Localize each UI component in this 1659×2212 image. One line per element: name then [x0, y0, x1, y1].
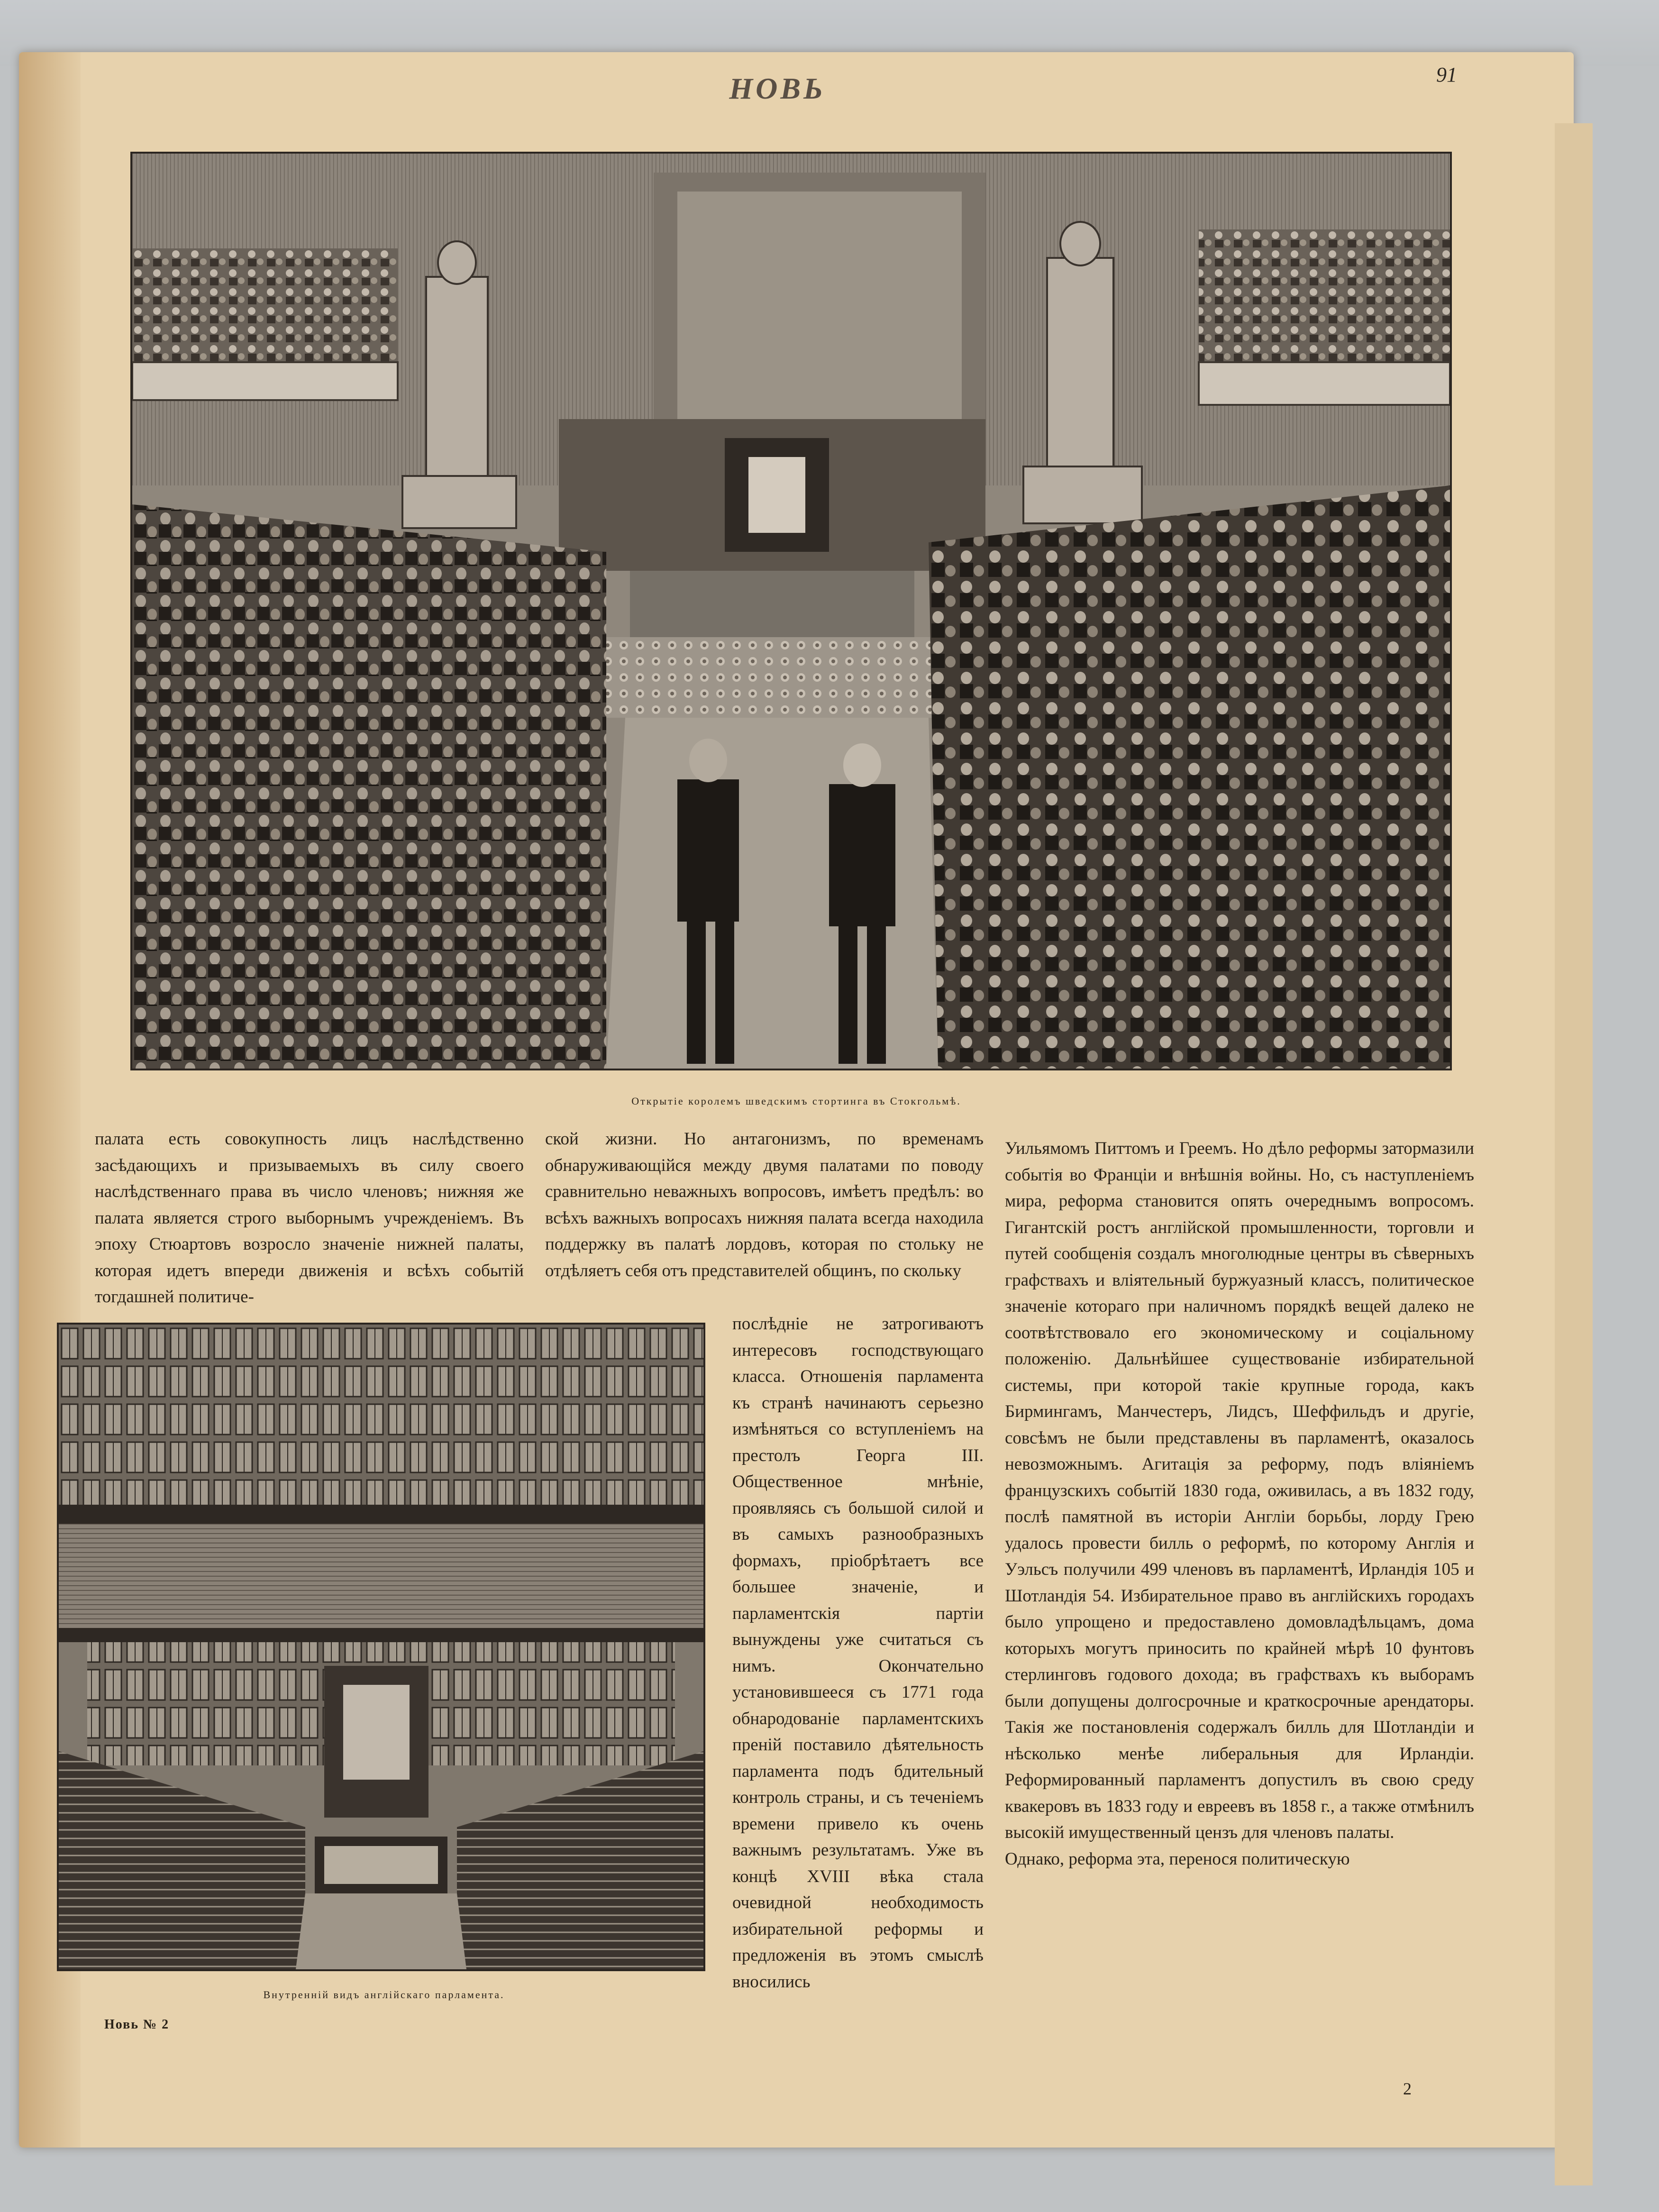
top-figure-caption: Открытіе королемъ шведскимъ стортинга въ Стокгольмѣ.: [631, 1095, 961, 1107]
column-3-text: Уильямомъ Питтомъ и Греемъ. Но дѣло реформы затормазили событія во Франціи и внѣшнія войны. Но, съ наступленіемъ мира, реформа становится опять очереднымъ вопросомъ. Гигантскій ростъ англійской промышленности, торговли и путей сообщенія создалъ многолюдные центры въ сѣверныхъ графствахъ и вліятельный буржуазный классъ, политическое значеніе котораго при наличномъ порядкѣ вещей далеко не соотвѣтствовало его экономическому и соціальному положенію. Дальнѣйшее существованіе избирательной системы, при которой такіе крупные города, какъ Бирмингамъ, Манчестеръ, Лидсъ, Шеффильдъ и другіе, совсѣмъ не были представлены въ парламентѣ, оказалось невозможнымъ. Агитація за реформу, подъ вліяніемъ французскихъ событій 1830 года, оживилась, а въ 1832 году, послѣ памятной въ исторіи Англіи борьбы, лорду Грею удалось провести билль о реформѣ, по которому Англія и Уэльсъ получили 499 членовъ въ парламентѣ, Ирландія 105 и Шотландія 54. Избирательное право въ англійскихъ городахъ было упрощено и предоставлено домовладѣльцамъ, дома которыхъ могутъ приносить по крайней мѣрѣ 10 фунтовъ стерлинговъ годового дохода; въ графствахъ къ выборамъ были допущены долгосрочные и краткосрочные арендаторы. Такія же постановленія содержалъ билль для Шотландіи и нѣсколько менѣе либеральныя для Ирландіи. Реформированный парламентъ допустилъ въ свою среду квакеровъ въ 1833 году и евреевъ въ 1858 г., а также отмѣнилъ высокій имущественный цензъ для членовъ палаты.: [1005, 1139, 1474, 1842]
bottom-figure-caption: Внутренній видъ англійскаго парламента.: [263, 1989, 505, 2001]
text-column-2-bottom: [732, 1311, 984, 1995]
signature-mark: 2: [1403, 2079, 1412, 2098]
column-3-last-line: Однако, реформа эта, перенося политическую: [1005, 1849, 1350, 1869]
text-column-1: [95, 1126, 524, 1310]
storting-engraving: [130, 152, 1452, 1070]
page-number: 91: [1436, 63, 1457, 86]
column-2-text: ской жизни. Но антагонизмъ, по временамъ обнаруживающійся между двумя палатами по поводу сравнительно неважныхъ вопросовъ, имѣетъ предѣлъ: во всѣхъ важныхъ вопросахъ нижняя палата всегда находила поддержку въ палатѣ лордовъ, которая по стольку не отдѣляетъ себя отъ представителей общинъ, по скольку: [545, 1129, 984, 1280]
underlying-page-edge: [1555, 123, 1593, 2185]
column-1-text: палата есть совокупность лицъ наслѣдственно засѣдающихъ и призываемыхъ въ силу своего наслѣдственнаго права въ число членовъ; нижняя же палата является строго выборнымъ учрежденіемъ. Въ эпоху Стюартовъ возросло значеніе нижней палаты, которая идетъ впереди движенія и всѣхъ событій тогдашней политиче-: [95, 1129, 524, 1307]
text-column-2-top: [545, 1126, 984, 1284]
issue-label: Новь № 2: [104, 2017, 170, 2032]
text-column-3: [1005, 1135, 1474, 1872]
running-title: НОВЬ: [729, 72, 826, 105]
parliament-engraving: [57, 1323, 705, 1971]
column-2-continued-text: послѣдніе не затрогиваютъ интересовъ господствующаго класса. Отношенія парламента къ странѣ начинаютъ серьезно измѣняться со вступленіемъ на престолъ Георга III. Общественное мнѣніе, проявляясь съ большой силой и въ самыхъ разнообразныхъ формахъ, пріобрѣтаетъ все большее значеніе, и парламентскія партіи вынуждены уже считаться съ нимъ. Окончательно установившееся съ 1771 года обнародованіе парламентскихъ преній поставило дѣятельность парламента подъ бдительный контроль страны, и съ теченіемъ времени привело къ очень важнымъ результатамъ. Уже въ концѣ XVIII вѣка стала очевидной необходимость избирательной реформы и предложенія въ этомъ смыслѣ вносились: [732, 1314, 984, 1992]
